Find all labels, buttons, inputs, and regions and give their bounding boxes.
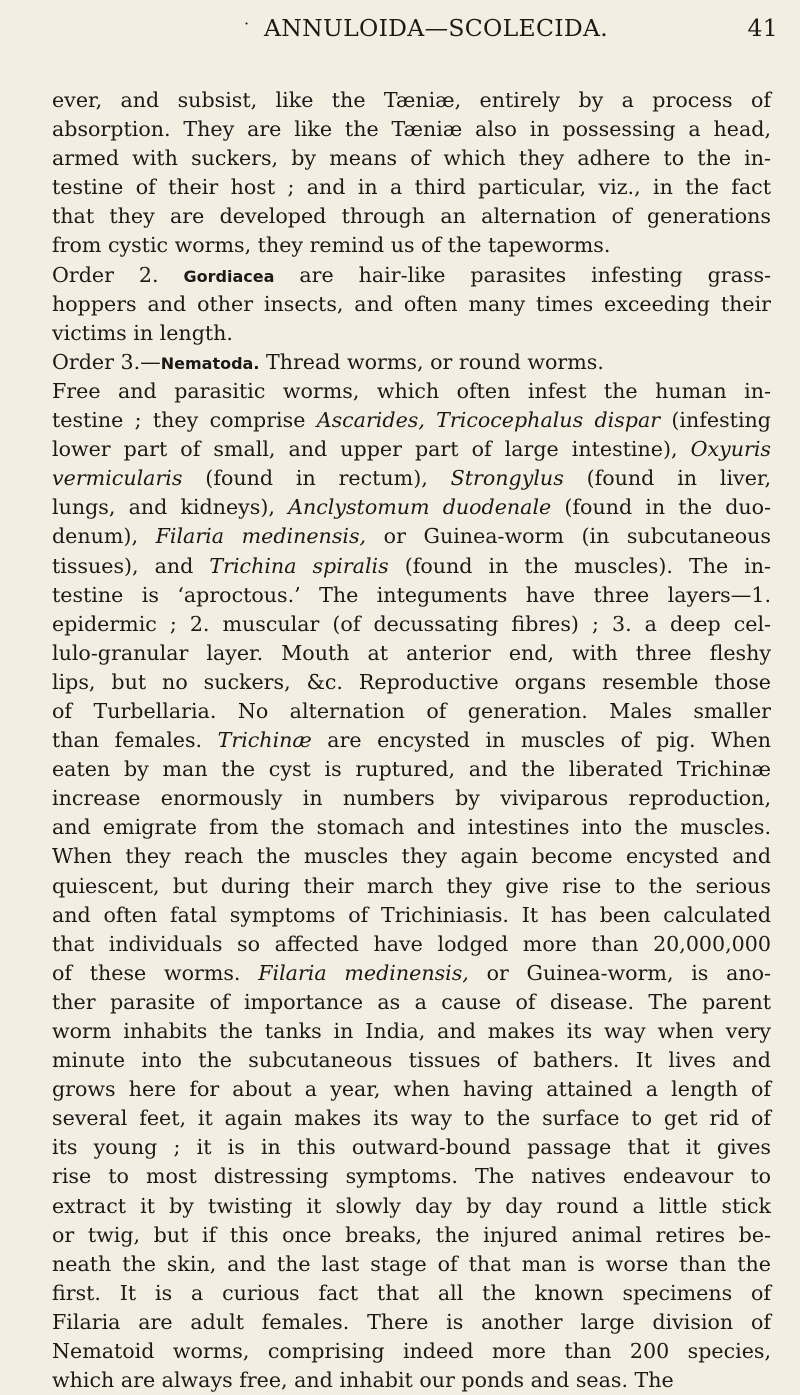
text-run: testine ; they comprise [52,408,317,433]
italic-term: Trichinæ [217,728,312,753]
text-line [52,522,771,551]
text-line [52,1279,771,1308]
text-run: grows here for about a year, when having attained a length of [52,1077,771,1102]
text-run: increase enormously in numbers by viviparous reproduction, [52,786,771,811]
text-run: and often fatal symptoms of Trichiniasis. It has been calculated [52,902,771,927]
text-run: testine is ‘aproctous.’ The integuments have three layers—1. [52,582,771,607]
text-line [52,261,771,290]
text-run: lower part of small, and upper part of large intestine), [52,437,691,462]
page-number: 41 [747,14,778,42]
text-run: are encysted in muscles of pig. When [311,728,771,753]
text-run: Order 2. [52,262,184,287]
italic-term: Filaria medinensis, [155,524,367,549]
text-line [52,1075,771,1104]
text-line [52,552,771,581]
order-heading: Nematoda. [160,353,260,373]
text-line [52,231,771,260]
text-run: ever, and subsist, like the Tæniæ, entirely by a process of [52,88,771,112]
text-run: epidermic ; 2. muscular (of decussating fibres) ; 3. a deep cel- [52,611,771,636]
text-line [52,668,771,697]
text-run: Filaria are adult females. There is another large division of [52,1309,771,1334]
text-run: eaten by man the cyst is ruptured, and the liberated Trichinæ [52,757,771,782]
text-run: minute into the subcutaneous tissues of bathers. It lives and [52,1048,771,1073]
text-run: victims in length. [52,320,233,345]
text-run: rise to most distressing symptoms. The natives endeavour to [52,1164,771,1189]
running-header [52,8,778,46]
text-run: testine of their host ; and in a third particular, viz., in the fact [52,175,771,200]
text-line [52,610,771,639]
text-line [52,1221,771,1250]
text-run: extract it by twisting it slowly day by day round a little stick [52,1193,771,1218]
text-run: which are always free, and inhabit our ponds and seas. The [52,1368,674,1393]
text-line [52,1133,771,1162]
text-run: or Guinea-worm (in subcutaneous [366,524,771,549]
text-line [52,581,771,610]
text-run: (found in rectum), [182,466,451,491]
text-line [52,813,771,842]
italic-term: Trichina spiralis [209,553,389,578]
text-run: worm inhabits the tanks in India, and makes its way when very [52,1019,771,1043]
text-run: than females. [52,728,218,753]
text-line [52,755,771,784]
text-line [52,319,771,348]
text-line [52,1046,771,1075]
text-run: of these worms. [52,960,259,985]
text-line [52,1337,771,1366]
text-run: lungs, and kidneys), [52,495,289,520]
text-run: absorption. They are like the Tæniæ also in possessing a head, [52,117,771,142]
text-run: of Turbellaria. No alternation of generation. Males smaller [52,698,771,723]
italic-term: Anclystomum duodenale [288,495,552,520]
text-run: its young ; it is in this outward-bound passage that it gives [52,1135,771,1160]
text-run: first. It is a curious fact that all the known specimens of [52,1280,771,1305]
text-line [52,464,771,493]
text-line [52,144,771,173]
body-text [52,86,771,1395]
text-line [52,1192,771,1221]
italic-term: Filaria medinensis, [258,960,469,985]
text-run: that individuals so affected have lodged more than 20,000,000 [52,931,771,956]
text-line [52,1308,771,1337]
text-run: or Guinea-worm, is ano- [468,960,771,985]
text-run: Order 3.— [52,349,161,374]
text-line [52,377,771,406]
italic-term: Strongylus [450,466,564,491]
text-line [52,726,771,755]
text-run: and emigrate from the stomach and intestines into the muscles. [52,815,771,840]
text-run: denum), [52,524,156,549]
text-run: are hair-like parasites infesting grass- [274,262,771,287]
italic-term: Ascarides, Tricocephalus dispar [316,408,661,433]
italic-term: vermicularis [52,466,183,491]
text-line [52,202,771,231]
text-line [52,290,771,319]
text-line [52,1104,771,1133]
text-run: lips, but no suckers, &c. Reproductive organs resemble those [52,669,771,694]
text-line [52,1162,771,1191]
text-line [52,842,771,871]
text-run: or twig, but if this once breaks, the injured animal retires be- [52,1222,771,1247]
text-line [52,988,771,1017]
text-run: Nematoid worms, comprising indeed more than 200 species, [52,1339,771,1364]
text-line [52,959,771,988]
text-run: (found in the muscles). The in- [388,553,771,578]
text-run: Thread worms, or round worms. [259,349,604,374]
text-line [52,173,771,202]
text-line [52,784,771,813]
text-line [52,872,771,901]
order-heading: Gordiacea [183,266,275,286]
text-run: (infesting [660,408,771,433]
text-run: Free and parasitic worms, which often infest the human in- [52,378,771,403]
text-line [52,86,771,115]
text-line [52,639,771,668]
text-run: lulo-granular layer. Mouth at anterior end, with three fleshy [52,640,771,665]
text-line [52,435,771,464]
text-run: from cystic worms, they remind us of the tapeworms. [52,233,611,258]
text-line [52,348,771,377]
header-mark: · [244,14,250,33]
text-run: neath the skin, and the last stage of that man is worse than the [52,1251,771,1276]
text-run: that they are developed through an alternation of generations [52,204,771,229]
italic-term: Oxyuris [690,437,771,462]
text-line [52,901,771,930]
text-line [52,1366,771,1395]
text-run: When they reach the muscles they again become encysted and [52,844,771,869]
text-run: tissues), and [52,553,210,578]
text-run: (found in liver, [563,466,772,491]
text-line [52,115,771,144]
text-run: hoppers and other insects, and often many times exceeding their [52,291,771,316]
text-run: (found in the duo- [551,495,771,520]
text-line [52,493,771,522]
text-line [52,930,771,959]
text-run: several feet, it again makes its way to the surface to get rid of [52,1106,771,1131]
text-line [52,697,771,726]
text-run: armed with suckers, by means of which they adhere to the in- [52,146,771,171]
text-line [52,1017,771,1046]
text-run: quiescent, but during their march they give rise to the serious [52,873,771,898]
text-run: ther parasite of importance as a cause of disease. The parent [52,989,771,1014]
text-line [52,1250,771,1279]
text-line [52,406,771,435]
running-title: ANNULOIDA—SCOLECIDA. [264,14,609,42]
